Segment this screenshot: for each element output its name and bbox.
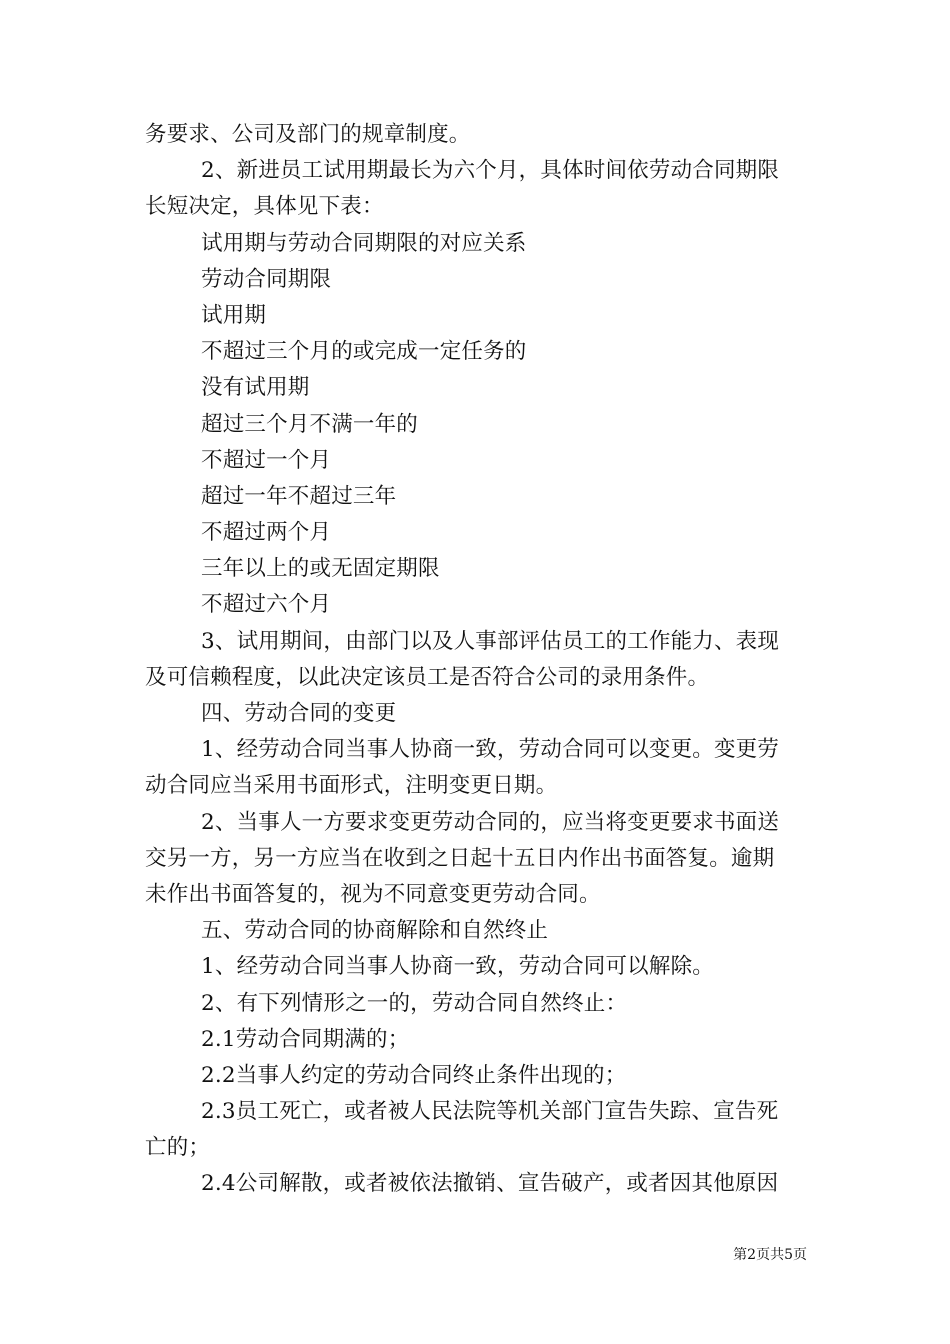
text-line: 试用期 <box>201 302 267 328</box>
text-line: 2、新进员工试用期最长为六个月，具体时间依劳动合同期限 <box>201 158 780 184</box>
text-line: 1、经劳动合同当事人协商一致，劳动合同可以解除。 <box>201 954 714 980</box>
page-number: 第2页共5页 <box>733 1247 807 1263</box>
text-line: 2.2当事人约定的劳动合同终止条件出现的； <box>201 1062 627 1088</box>
text-line: 四、劳动合同的变更 <box>201 701 397 726</box>
text-line: 劳动合同期限 <box>201 266 332 292</box>
text-line: 没有试用期 <box>201 375 310 401</box>
text-line: 务要求、公司及部门的规章制度。 <box>145 122 471 147</box>
text-line: 不超过一个月 <box>201 447 332 473</box>
text-line: 2、有下列情形之一的，劳动合同自然终止： <box>201 990 628 1016</box>
text-line: 2、当事人一方要求变更劳动合同的，应当将变更要求书面送 <box>201 809 780 835</box>
text-line: 五、劳动合同的协商解除和自然终止 <box>201 918 549 944</box>
text-line: 2.3员工死亡，或者被人民法院等机关部门宣告失踪、宣告死 <box>201 1099 779 1125</box>
text-line: 动合同应当采用书面形式，注明变更日期。 <box>145 773 558 799</box>
text-line: 不超过三个月的或完成一定任务的 <box>201 339 527 365</box>
text-line: 超过三个月不满一年的 <box>201 411 419 437</box>
text-line: 及可信赖程度，以此决定该员工是否符合公司的录用条件。 <box>145 664 710 690</box>
text-line: 三年以上的或无固定期限 <box>201 556 440 582</box>
text-line: 3、试用期间，由部门以及人事部评估员工的工作能力、表现 <box>201 628 780 654</box>
text-line: 超过一年不超过三年 <box>201 483 397 509</box>
text-line: 2.4公司解散，或者被依法撤销、宣告破产，或者因其他原因 <box>201 1171 779 1197</box>
text-line: 试用期与劳动合同期限的对应关系 <box>201 230 527 256</box>
text-line: 2.1劳动合同期满的； <box>201 1026 410 1052</box>
text-line: 交另一方，另一方应当在收到之日起十五日内作出书面答复。逾期 <box>145 845 775 871</box>
text-line: 长短决定，具体见下表： <box>145 194 384 220</box>
text-line: 不超过六个月 <box>201 592 332 618</box>
text-line: 亡的； <box>145 1135 211 1161</box>
text-line: 不超过两个月 <box>201 520 332 546</box>
document-body <box>145 117 810 1203</box>
text-line: 未作出书面答复的，视为不同意变更劳动合同。 <box>145 881 601 907</box>
text-line: 1、经劳动合同当事人协商一致，劳动合同可以变更。变更劳 <box>201 737 780 763</box>
